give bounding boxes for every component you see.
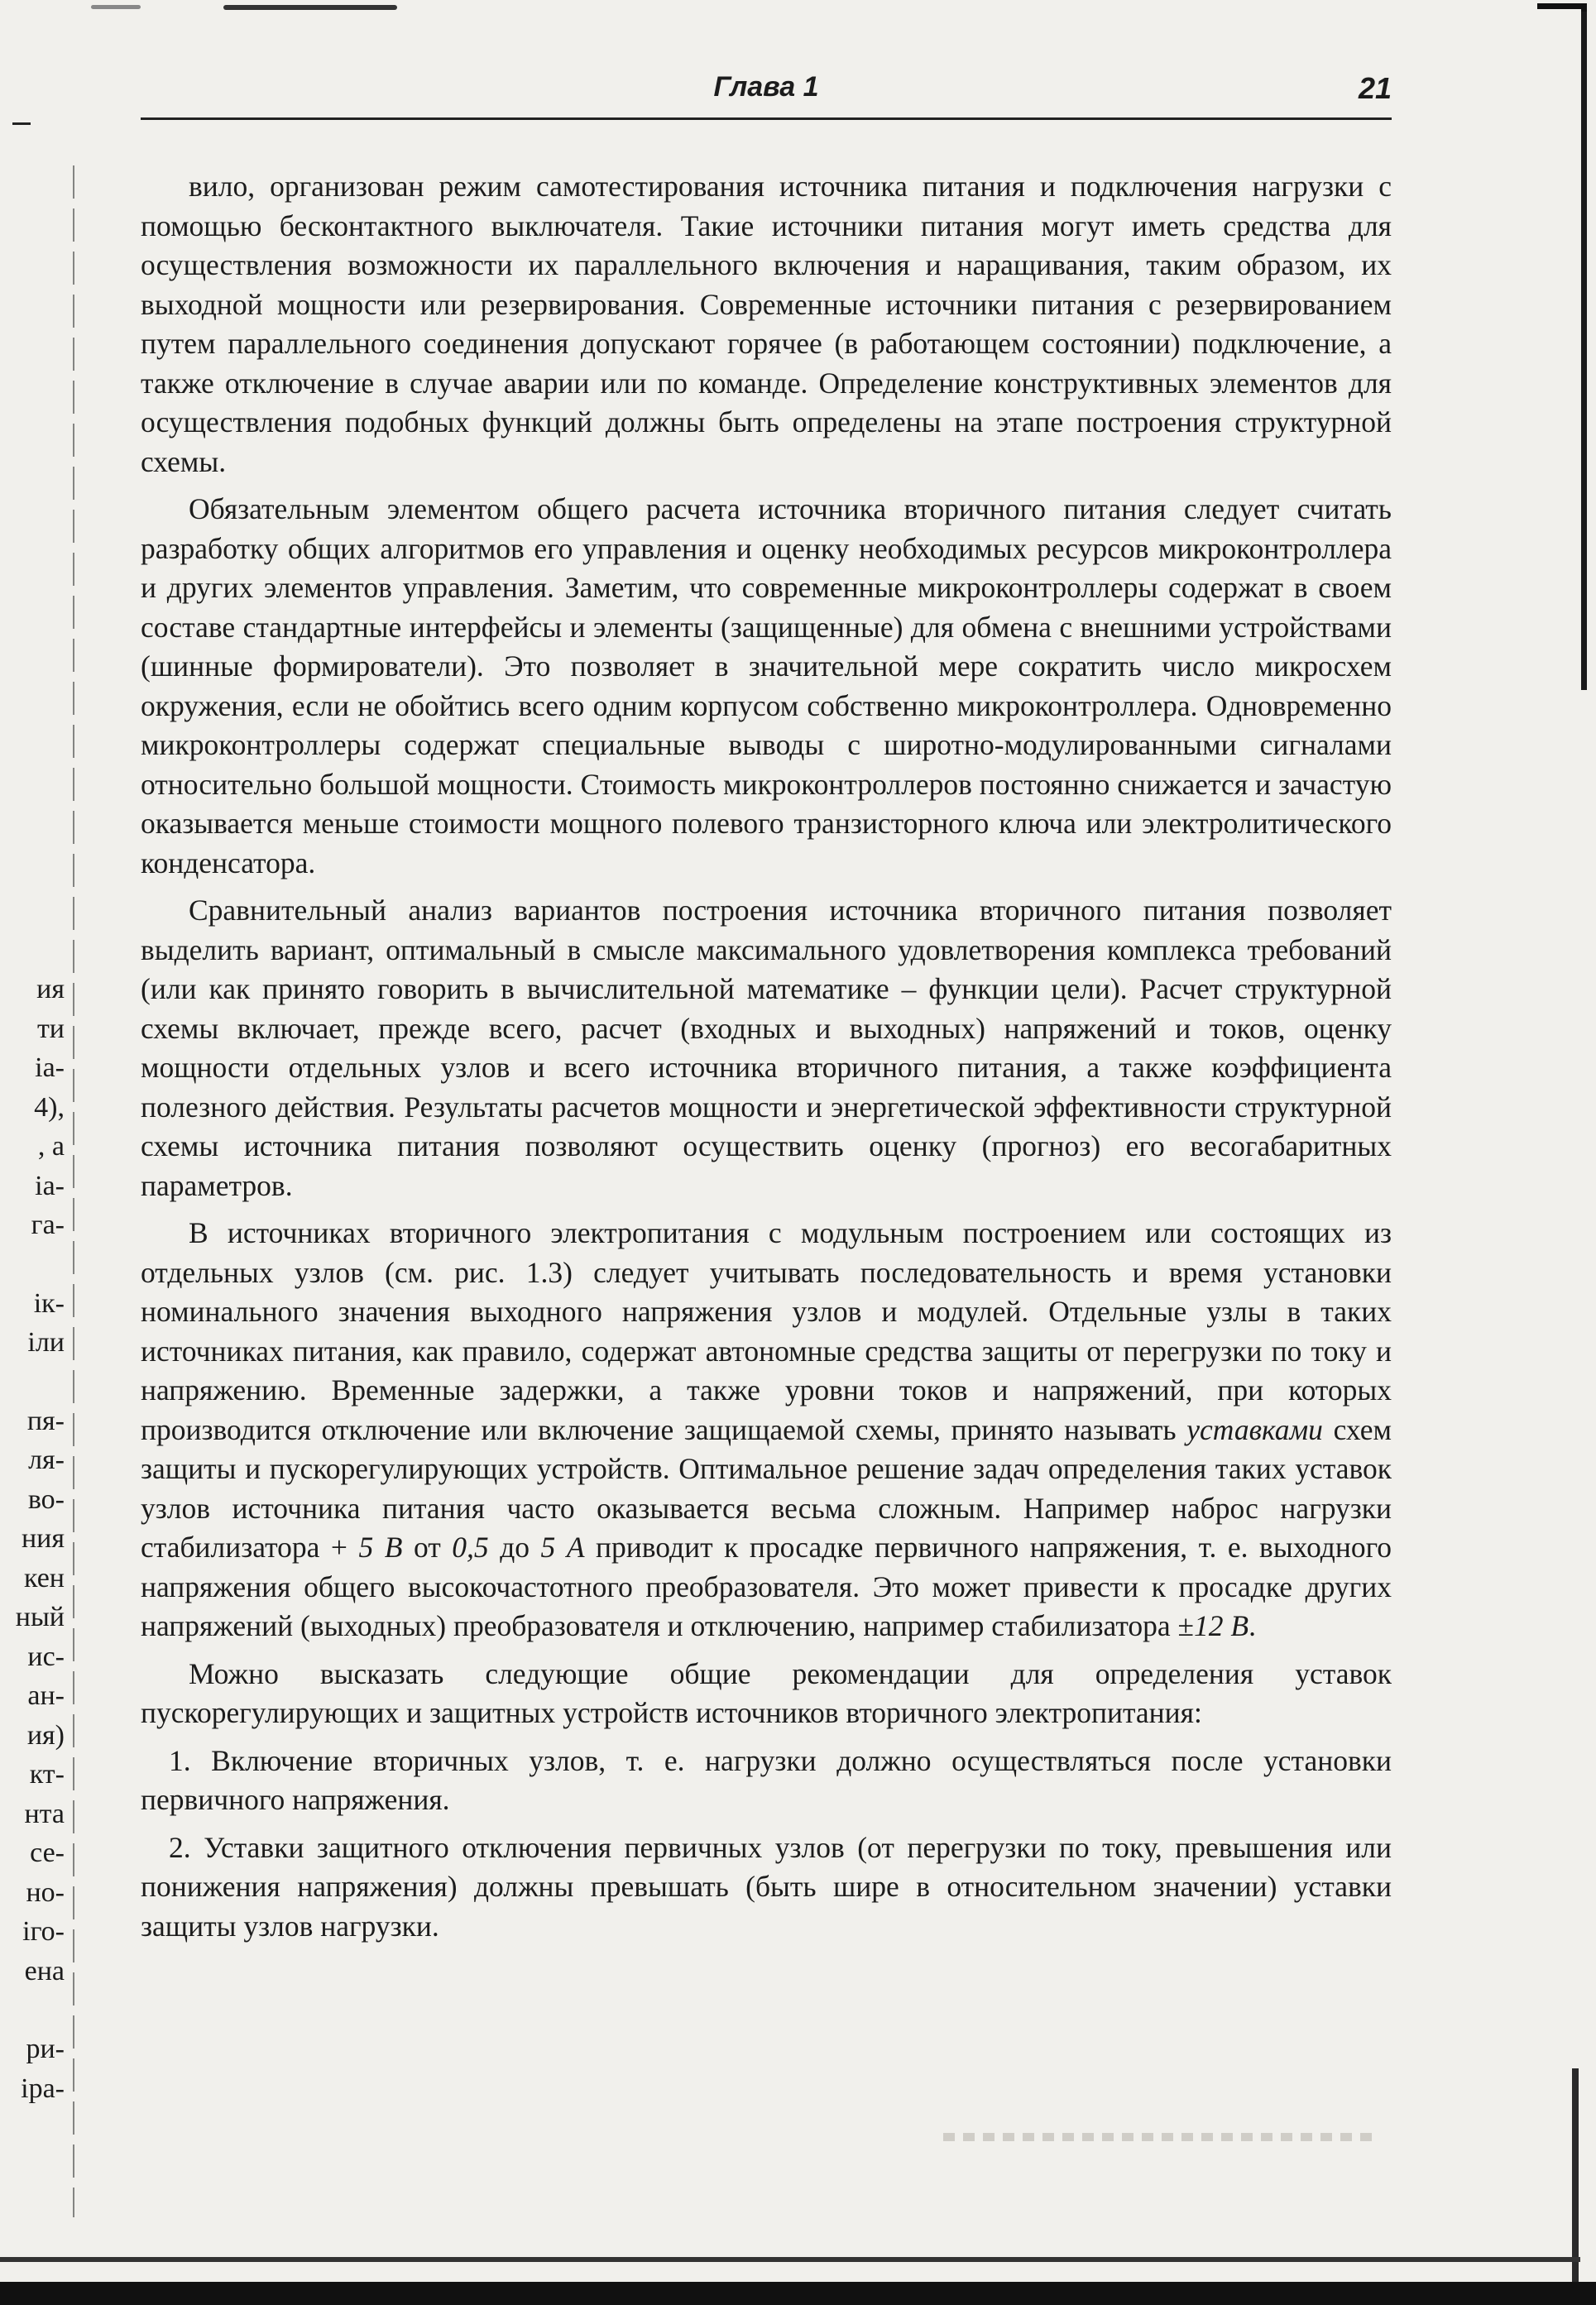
margin-fragment: іа- <box>35 1052 65 1083</box>
value-emphasis: 5 А <box>540 1531 585 1564</box>
scan-artifact <box>943 2133 1373 2141</box>
paragraph: Можно высказать следующие общие рекомендации для определения уставок пускорегулирующих и защитных устройств источников вторичного электропитания: <box>141 1656 1392 1729</box>
margin-fragment: ный <box>15 1602 65 1632</box>
margin-fragment: , а <box>37 1131 65 1162</box>
margin-fragment: нта <box>24 1798 65 1829</box>
page-number: 21 <box>1358 71 1392 105</box>
paragraph-text: схем защиты и пускорегулирующих устройств. Оптимальное решение задач определения таких уставок узлов источника питания часто оказывается весьма сложным. Например наброс нагрузки стабилизатора + <box>141 1412 1392 1564</box>
paragraph-text: В источниках вторичного электропитания с модульным построением или состоящих из отдельных узлов (см. рис. 1.3) следует учитывать последовательность и время установки номинального значения выходного напряжения узлов и модулей. Отдельные узлы в таких источниках питания, как правило, содержат автономные средства защиты от перегрузки по току и напряжению. Временные задержки, а также уровни токов и напряжений, при которых производится отключение или включение защищаемой схемы, принято называть <box>141 1216 1392 1446</box>
list-item: 2. Уставки защитного отключения первичных узлов (от перегрузки по току, превышения или понижения напряжения) должны превышать (быть шире в относительном значении) уставки защиты узлов нагрузки. <box>141 1830 1392 1943</box>
margin-fragment: ля- <box>28 1445 65 1475</box>
book-spine-line <box>73 165 74 2217</box>
margin-fragment: іго- <box>22 1916 65 1947</box>
margin-fragment: пя- <box>26 1405 65 1436</box>
paragraph-text: . <box>1249 1609 1256 1642</box>
value-emphasis: 5 В <box>358 1531 403 1564</box>
scan-bottom-edge <box>0 2282 1596 2305</box>
scan-artifact <box>91 5 141 9</box>
margin-fragment: ния <box>21 1523 65 1554</box>
margin-fragment: ия) <box>26 1719 65 1751</box>
page-edge-shadow <box>1581 12 1587 690</box>
list-item: 1. Включение вторичных узлов, т. е. нагрузки должно осуществляться после установки первичного напряжения. <box>141 1743 1392 1816</box>
paragraph: Обязательным элементом общего расчета источника вторичного питания следует считать разработку общих алгоритмов его управления и оценку необходимых ресурсов микроконтроллера и других элементов управления. Заметим, что современные микроконтроллеры содержат в своем составе стандартные интерфейсы и элементы (защищенные) для обмена с внешними устройствами (шинные формирователи). Это позволяет в значительной мере сократить число микросхем окружения, если не обойтись всего одним корпусом собственно микроконтроллера. Одновременно микроконтроллеры содержат специальные выводы с широтно-модулированными сигналами относительно большой мощности. Стоимость микроконтроллеров постоянно снижается и зачастую оказывается меньше стоимости мощного полевого транзисторного ключа или электролитического конденсатора. <box>141 492 1392 879</box>
page-body <box>141 167 1392 1946</box>
margin-fragment: іра- <box>21 2073 65 2104</box>
margin-fragment: ік- <box>33 1287 65 1319</box>
scan-artifact <box>223 5 397 10</box>
margin-fragment: іа- <box>35 1170 65 1201</box>
margin-fragment: ри- <box>26 2034 65 2064</box>
margin-fragment: ти <box>36 1013 65 1044</box>
margin-fragment: се- <box>30 1838 65 1868</box>
paragraph-text: до <box>488 1531 541 1564</box>
margin-fragment <box>0 1245 65 1284</box>
margin-fragment: га- <box>31 1210 65 1240</box>
paragraph: вило, организован режим самотестирования источника питания и подключения нагрузки с помощью бесконтактного выключателя. Такие источники питания могут иметь средства для осуществления возможности их параллельного включения и наращивания, таким образом, их выходной мощности или резервирования. Современные источники питания с резервированием путем параллельного соединения допускают горячее (в работающем состоянии) подключение, а также отключение в случае аварии или по команде. Определение конструктивных элементов для осуществления подобных функций должны быть определены на этапе построения структурной схемы. <box>141 170 1392 478</box>
paragraph-text: от <box>402 1531 453 1564</box>
value-emphasis: 0,5 <box>452 1531 489 1564</box>
margin-mark <box>12 122 31 125</box>
page-edge-shadow <box>1537 3 1587 17</box>
margin-fragment: кен <box>24 1562 65 1593</box>
margin-fragment: ена <box>24 1955 65 1986</box>
margin-fragment: во- <box>27 1483 65 1515</box>
margin-fragment <box>0 1991 65 2029</box>
paragraph-text: приводит к просадке первичного напряжения, т. е. выходного напряжения общего высокочастотного преобразователя. Это может привести к просадке других напряжений (выходных) преобразователя и отключению, например стабилизатора ± <box>141 1531 1392 1642</box>
margin-fragment: іли <box>27 1327 65 1358</box>
chapter-title: Глава 1 <box>713 71 819 103</box>
scan-artifact <box>0 2257 1580 2262</box>
value-emphasis: 12 В <box>1194 1609 1249 1642</box>
margin-fragment: ис- <box>27 1641 65 1672</box>
margin-fragment: ия <box>36 974 65 1004</box>
paragraph: Сравнительный анализ вариантов построения источника вторичного питания позволяет выделить вариант, оптимальный в смысле максимального удовлетворения комплекса требований (или как принято говорить в вычислительной математике – функции цели). Расчет структурной схемы включает, прежде всего, расчет (входных и выходных) напряжений и токов, оценку мощности отдельных узлов и всего источника вторичного питания, а также коэффициента полезного действия. Результаты расчетов мощности и энергетической эффективности структурной схемы источника питания позволяют осуществить оценку (прогноз) его весогабаритных параметров. <box>141 894 1392 1202</box>
margin-fragment: ан- <box>27 1680 65 1711</box>
margin-fragment: кт- <box>29 1759 65 1790</box>
margin-fragment <box>0 1363 65 1402</box>
term-emphasis: уставками <box>1186 1412 1323 1446</box>
facing-page-fragments <box>0 970 65 2108</box>
running-header <box>141 66 1392 120</box>
paragraph <box>141 1214 1392 1646</box>
margin-fragment: 4), <box>34 1091 65 1123</box>
margin-fragment: но- <box>26 1876 65 1908</box>
